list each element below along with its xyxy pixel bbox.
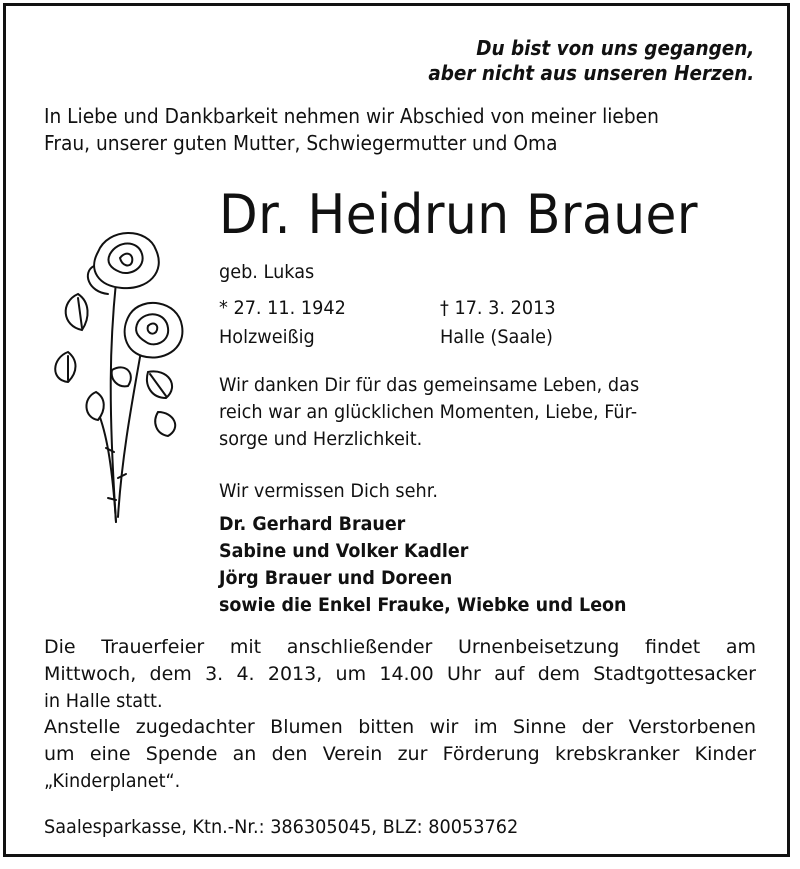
mourner-1: Dr. Gerhard Brauer — [219, 513, 406, 535]
mourner-4: sowie die Enkel Frauke, Wiebke und Leon — [219, 594, 627, 616]
donation-line-1: Anstelle zugedachter Blumen bitten wir im Sinne der Verstorbenen — [44, 716, 756, 738]
motto-line-1: Du bist von uns gegangen, — [475, 36, 754, 60]
death-place: Halle (Saale) — [440, 326, 553, 348]
motto-line-2: aber nicht aus unseren Herzen. — [428, 61, 754, 85]
tribute-line-3: sorge und Herzlichkeit. — [219, 428, 423, 450]
rose-illustration — [38, 222, 198, 532]
death-date: † 17. 3. 2013 — [440, 297, 556, 319]
mourner-2: Sabine und Volker Kadler — [219, 540, 469, 562]
tribute-line-4: Wir vermissen Dich sehr. — [219, 480, 438, 502]
tribute-line-1: Wir danken Dir für das gemeinsame Leben, das — [219, 374, 640, 396]
tribute-line-2: reich war an glücklichen Momenten, Liebe, Für- — [219, 401, 638, 423]
intro-line-1: In Liebe und Dankbarkeit nehmen wir Abschied von meiner lieben — [44, 104, 659, 128]
mourner-3: Jörg Brauer und Doreen — [219, 567, 453, 589]
funeral-line-2: Mittwoch, dem 3. 4. 2013, um 14.00 Uhr auf dem Stadtgottesacker — [44, 663, 756, 685]
birth-date: * 27. 11. 1942 — [219, 297, 346, 319]
maiden-name: geb. Lukas — [219, 261, 315, 283]
funeral-line-1: Die Trauerfeier mit anschließender Urnenbeisetzung findet am — [44, 636, 756, 658]
donation-line-2: um eine Spende an den Verein zur Förderung krebskranker Kinder — [44, 743, 756, 765]
birth-place: Holzweißig — [219, 326, 315, 348]
deceased-name: Dr. Heidrun Brauer — [219, 183, 699, 246]
funeral-line-3: in Halle statt. — [44, 690, 163, 712]
bank-details: Saalesparkasse, Ktn.-Nr.: 386305045, BLZ: 80053762 — [44, 816, 519, 838]
intro-line-2: Frau, unserer guten Mutter, Schwiegermutter und Oma — [44, 131, 558, 155]
donation-line-3: „Kinderplanet“. — [44, 770, 181, 792]
